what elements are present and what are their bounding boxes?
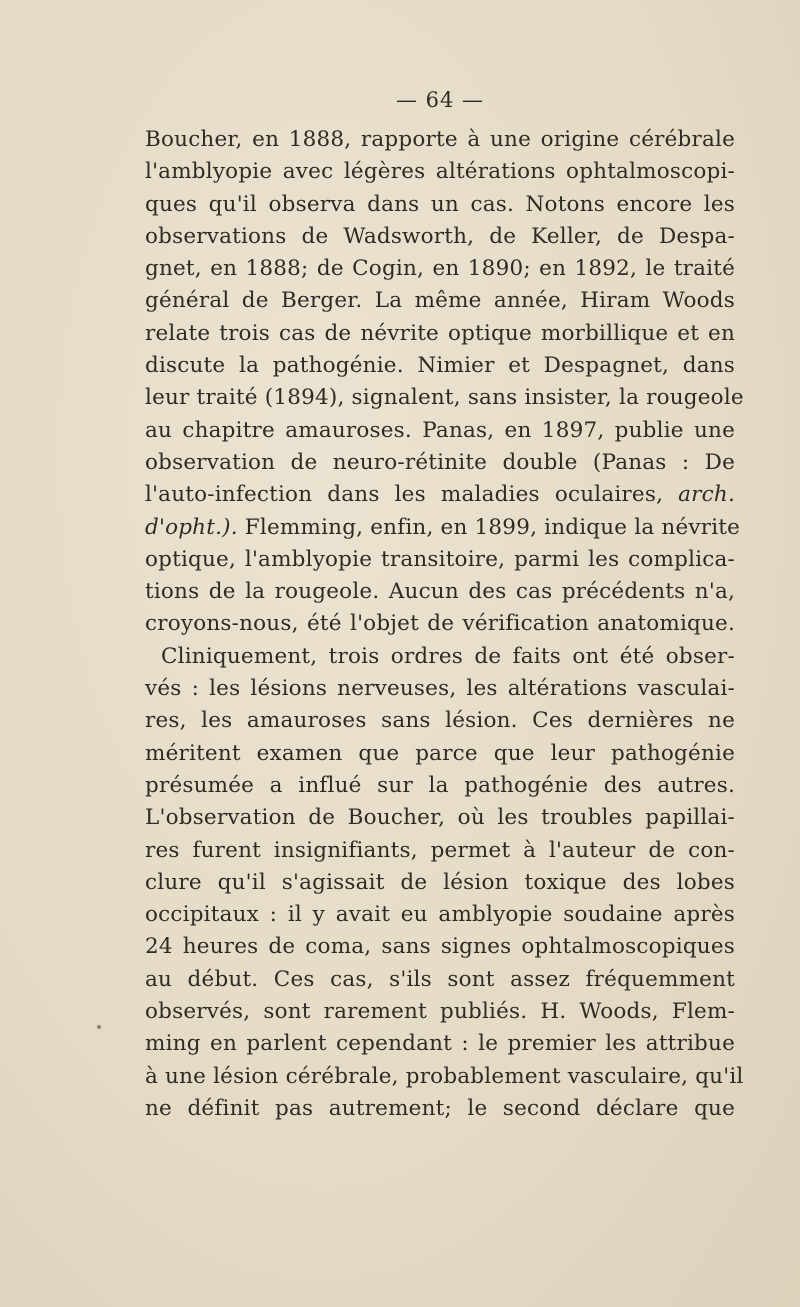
text-line: au chapitre amauroses. Panas, en 1897, publie une bbox=[145, 417, 735, 443]
text-line: à une lésion cérébrale, probablement vasculaire, qu'il bbox=[145, 1063, 744, 1089]
text-line: gnet, en 1888; de Cogin, en 1890; en 1892, le traité bbox=[145, 256, 735, 282]
text-line-with-italic bbox=[145, 479, 735, 511]
text-line: présumée a influé sur la pathogénie des autres. bbox=[145, 772, 735, 798]
text-line: ming en parlent cependant : le premier les attribue bbox=[145, 1031, 735, 1057]
text-line: discute la pathogénie. Nimier et Despagnet, dans bbox=[145, 353, 735, 379]
text-line: ques qu'il observa dans un cas. Notons encore les bbox=[145, 191, 735, 217]
text-line: 24 heures de coma, sans signes ophtalmoscopiques bbox=[145, 934, 735, 960]
text-line: général de Berger. La même année, Hiram Woods bbox=[145, 288, 735, 314]
text-segment: Flemming, enfin, en 1899, indique la névrite bbox=[244, 514, 741, 540]
text-line: observations de Wadsworth, de Keller, de Despa- bbox=[145, 223, 735, 249]
text-line: méritent examen que parce que leur pathogénie bbox=[145, 740, 735, 766]
text-line: Boucher, en 1888, rapporte à une origine cérébrale bbox=[145, 127, 735, 152]
text-line: observation de neuro-rétinite double (Panas : De bbox=[145, 449, 735, 475]
text-line: au début. Ces cas, s'ils sont assez fréquemment bbox=[145, 966, 735, 992]
text-line: relate trois cas de névrite optique morbillique et en bbox=[145, 320, 735, 346]
paper-speck bbox=[97, 1025, 101, 1029]
text-line: occipitaux : il y avait eu amblyopie soudaine après bbox=[145, 902, 735, 928]
text-line: optique, l'amblyopie transitoire, parmi les complica- bbox=[145, 546, 735, 572]
text-line: l'amblyopie avec légères altérations ophtalmoscopi- bbox=[145, 159, 735, 185]
text-line-with-italic bbox=[145, 512, 741, 544]
text-line: res furent insignifiants, permet à l'auteur de con- bbox=[145, 837, 735, 863]
text-segment: l'auto-infection dans les maladies oculaires, bbox=[145, 482, 664, 508]
body-text bbox=[145, 124, 744, 1125]
text-line: res, les amauroses sans lésion. Ces dernières ne bbox=[145, 708, 735, 734]
text-line: Cliniquement, trois ordres de faits ont été obser- bbox=[161, 643, 735, 669]
text-line: leur traité (1894), signalent, sans insister, la rougeole bbox=[145, 385, 744, 411]
italic-abbreviation: arch. bbox=[678, 482, 735, 508]
page-number: — 64 — bbox=[395, 88, 485, 112]
text-line: ne définit pas autrement; le second déclare que bbox=[145, 1095, 735, 1121]
text-line: L'observation de Boucher, où les troubles papillai- bbox=[145, 805, 735, 831]
italic-abbreviation: d'opht.). bbox=[145, 514, 238, 540]
text-line: observés, sont rarement publiés. H. Woods, Flem- bbox=[145, 999, 735, 1025]
text-line: clure qu'il s'agissait de lésion toxique des lobes bbox=[145, 869, 735, 895]
text-line: tions de la rougeole. Aucun des cas précédents n'a, bbox=[145, 579, 735, 605]
text-line: croyons-nous, été l'objet de vérification anatomique. bbox=[145, 611, 735, 637]
text-line: vés : les lésions nerveuses, les altérations vasculai- bbox=[145, 676, 735, 702]
